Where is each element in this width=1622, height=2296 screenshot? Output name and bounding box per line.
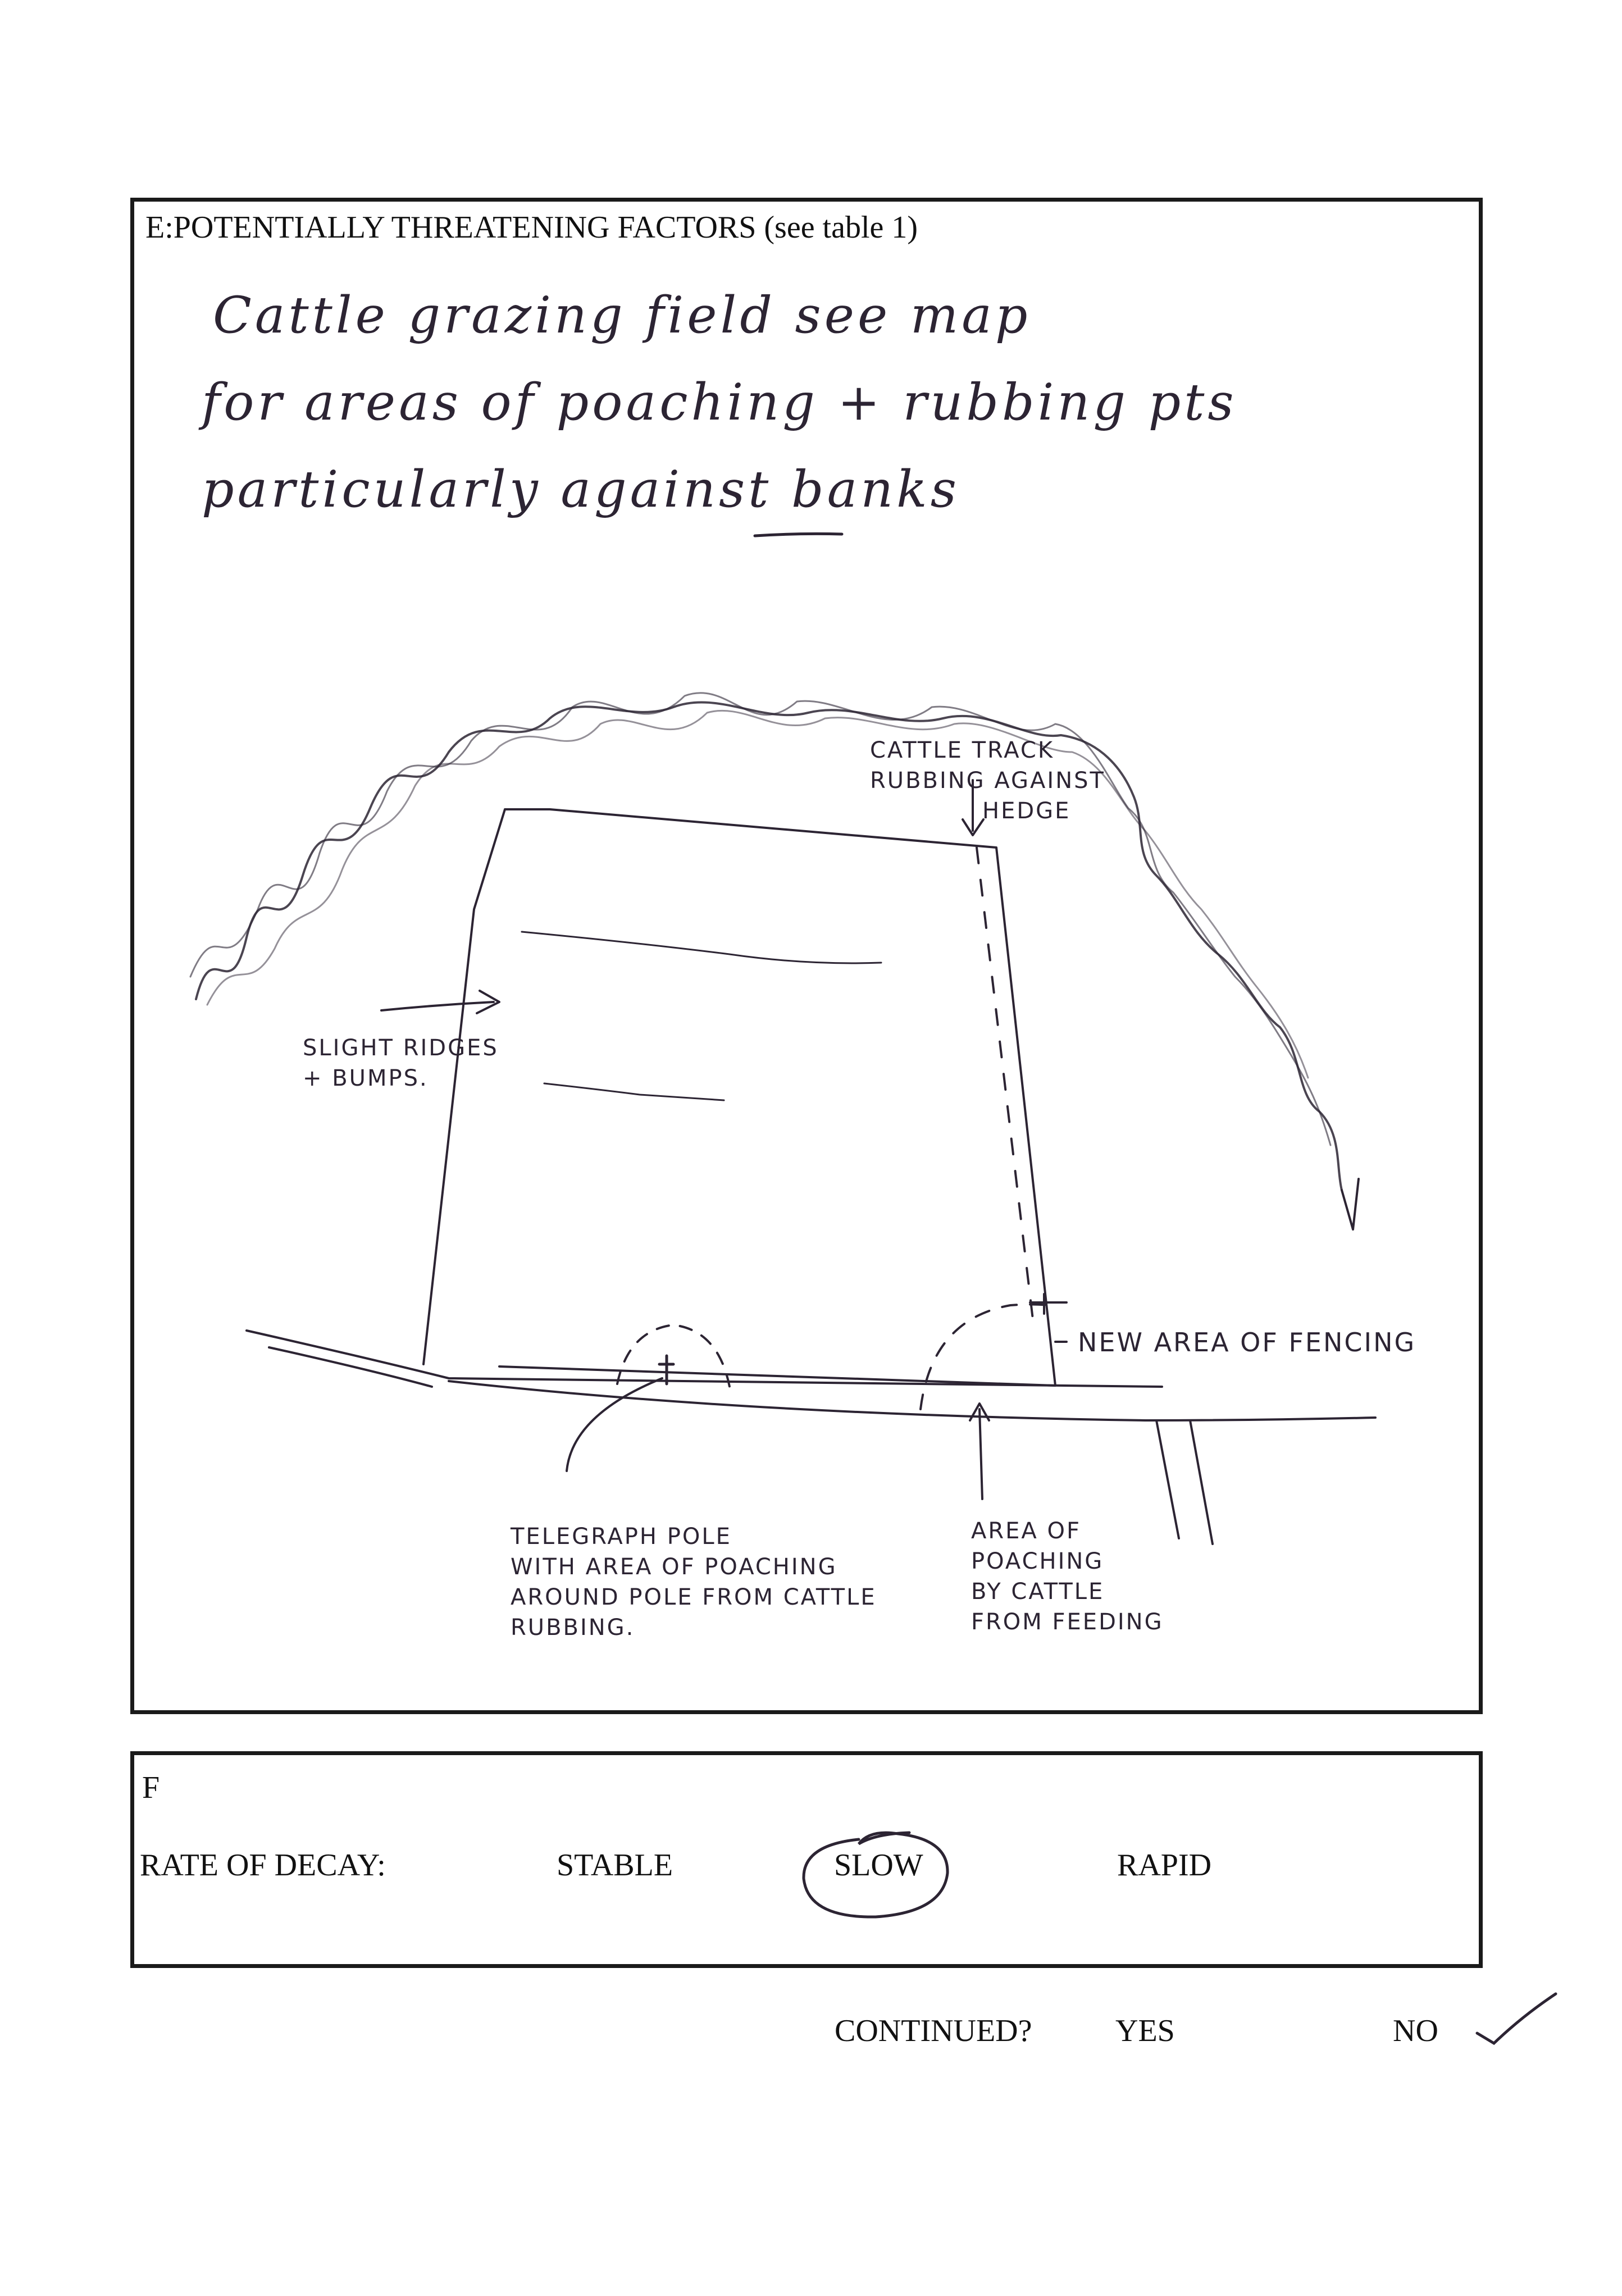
no-tick-mark [1471, 1988, 1561, 2050]
label-telegraph-pole-line-2: WITH AREA OF POACHING [511, 1554, 837, 1580]
label-poaching-feeding-line-4: FROM FEEDING [971, 1609, 1164, 1635]
rate-of-decay-label: RATE OF DECAY: [140, 1848, 386, 1883]
section-f-box [130, 1751, 1483, 1968]
label-poaching-feeding [971, 1516, 1164, 1637]
section-f-letter: F [142, 1770, 160, 1805]
option-slow[interactable]: SLOW [834, 1848, 923, 1883]
label-cattle-track-line-2: RUBBING AGAINST [870, 768, 1105, 794]
handwritten-note-line-1: Cattle grazing field see map [213, 286, 1031, 345]
label-poaching-feeding-line-1: AREA OF [971, 1518, 1081, 1544]
section-e-box [130, 198, 1483, 1714]
pole-arrow [567, 1378, 662, 1471]
label-ridges-line-1: SLIGHT RIDGES [303, 1035, 499, 1061]
label-telegraph-pole-line-1: TELEGRAPH POLE [511, 1524, 732, 1550]
label-telegraph-pole [511, 1521, 877, 1643]
continued-yes-option[interactable]: YES [1115, 2013, 1175, 2048]
option-rapid[interactable]: RAPID [1117, 1848, 1212, 1883]
continued-no-option[interactable]: NO [1393, 2013, 1438, 2048]
label-poaching-feeding-line-2: POACHING [971, 1548, 1104, 1574]
banks-underline [755, 534, 842, 536]
label-cattle-track-line-1: CATTLE TRACK [870, 737, 1055, 763]
label-telegraph-pole-line-4: RUBBING. [511, 1615, 635, 1641]
hedge-end-arrow [1342, 1179, 1359, 1229]
field-boundary [423, 809, 1055, 1386]
label-ridges [303, 1033, 499, 1094]
option-stable[interactable]: STABLE [557, 1848, 673, 1883]
continued-label: CONTINUED? [835, 2013, 1032, 2048]
label-cattle-track-line-3: HEDGE [982, 798, 1071, 824]
side-lane [1156, 1420, 1213, 1544]
handwritten-note-line-2: for areas of poaching + rubbing pts [202, 373, 1237, 432]
slow-selection-circle [791, 1817, 960, 1929]
hedge-line [207, 710, 1308, 1078]
poaching-area-feeding [921, 1305, 1050, 1410]
ridge-line [522, 932, 881, 963]
label-new-fencing: NEW AREA OF FENCING [1078, 1327, 1416, 1357]
ridge-line [544, 1083, 724, 1100]
label-ridges-line-2: + BUMPS. [303, 1065, 429, 1091]
poaching-area-pole [617, 1325, 730, 1387]
handwritten-note-line-3: particularly against banks [202, 460, 960, 519]
label-cattle-track [870, 735, 1105, 826]
hedge-line [196, 702, 1342, 1190]
label-poaching-feeding-line-3: BY CATTLE [971, 1579, 1105, 1605]
road-edge [449, 1381, 1375, 1420]
label-telegraph-pole-line-3: AROUND POLE FROM CATTLE [511, 1584, 877, 1610]
section-e-heading: E:POTENTIALLY THREATENING FACTORS (see table 1) [145, 210, 918, 245]
ridges-arrow [381, 991, 499, 1013]
site-sketch [134, 202, 1479, 1710]
